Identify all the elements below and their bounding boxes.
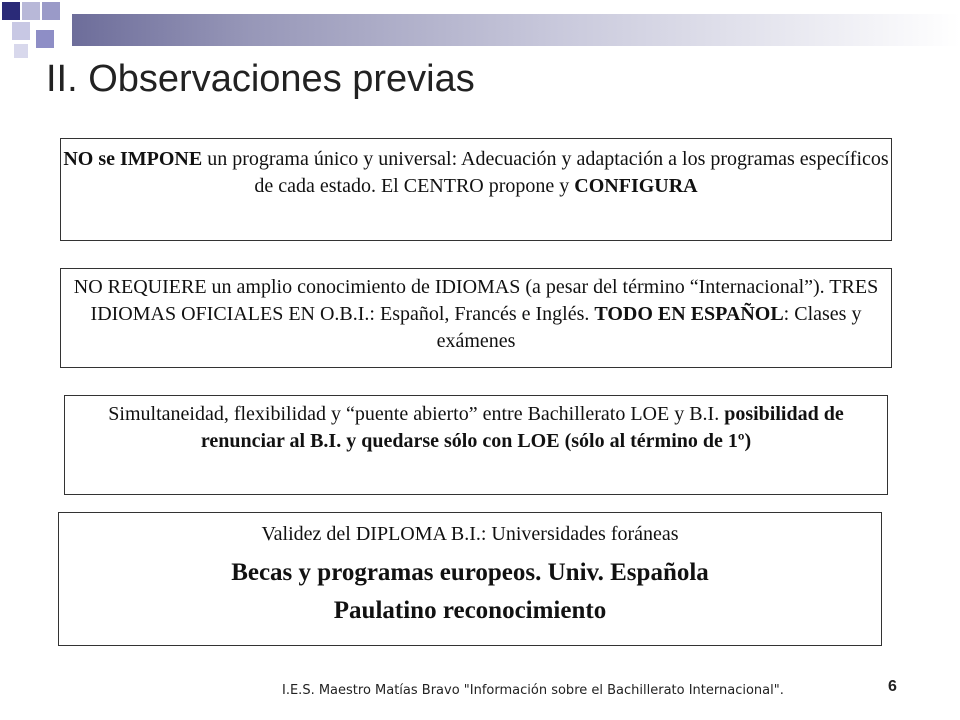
box1-bold-end: CONFIGURA bbox=[574, 175, 698, 197]
box4-line3: Paulatino reconocimiento bbox=[333, 597, 607, 624]
box3-text: Simultaneidad, flexibilidad y “puente abierto” entre Bachillerato LOE y B.I. bbox=[108, 403, 725, 425]
observation-box-3 bbox=[64, 395, 888, 495]
observation-box-2 bbox=[60, 268, 892, 368]
footer-text: I.E.S. Maestro Matías Bravo "Información sobre el Bachillerato Internacional". bbox=[282, 683, 784, 698]
slide-title: II. Observaciones previas bbox=[46, 58, 475, 100]
box1-text: un programa único y universal: Adecuación y adaptación a los programas específicos de cada estado. El CENTRO propone y bbox=[202, 148, 889, 197]
box2-bold: TODO EN ESPAÑOL bbox=[594, 303, 784, 325]
decorative-square bbox=[2, 2, 20, 20]
observation-box-4 bbox=[58, 512, 882, 646]
decorative-square bbox=[22, 2, 40, 20]
decorative-square bbox=[14, 44, 28, 58]
observation-box-1 bbox=[60, 138, 892, 241]
header-gradient-bar bbox=[72, 14, 960, 46]
box1-bold-lead: NO se IMPONE bbox=[63, 148, 203, 170]
decorative-square bbox=[12, 22, 30, 40]
box4-line2: Becas y programas europeos. Univ. Española bbox=[231, 559, 709, 586]
decorative-square bbox=[36, 30, 54, 48]
box2-text: NO REQUIERE un amplio conocimiento de IDIOMAS (a pesar del término “Internacional”). TRES IDIOMAS OFICIALES EN O.B.I.: Español, Francés e Inglés. bbox=[73, 276, 879, 325]
page-number: 6 bbox=[888, 678, 897, 695]
box4-line1: Validez del DIPLOMA B.I.: Universidades foráneas bbox=[261, 523, 679, 545]
box3-bold: posibilidad de renunciar al B.I. y quedarse sólo con LOE (sólo al término de 1º) bbox=[200, 403, 844, 452]
decorative-square bbox=[42, 2, 60, 20]
box2-text-end: : Clases y exámenes bbox=[436, 303, 862, 352]
